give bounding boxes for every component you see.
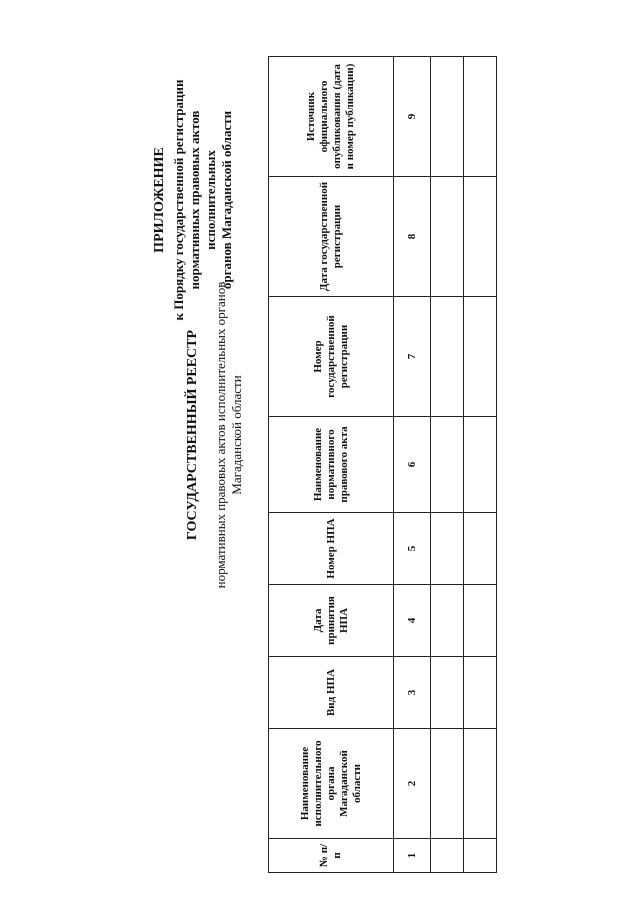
empty-cell <box>431 585 464 657</box>
appendix-title: ПРИЛОЖЕНИЕ <box>152 147 167 253</box>
empty-cell <box>464 729 497 839</box>
column-number-cell: 4 <box>394 585 431 657</box>
appendix-line: исполнительных <box>203 150 218 250</box>
column-number-cell: 6 <box>394 417 431 513</box>
registry-block <box>185 195 245 675</box>
empty-cell <box>431 57 464 177</box>
empty-cell <box>464 657 497 729</box>
column-number-row <box>394 57 431 873</box>
empty-cell <box>431 657 464 729</box>
column-number-cell: 8 <box>394 177 431 297</box>
empty-cell <box>431 513 464 585</box>
empty-cell <box>464 297 497 417</box>
column-number-cell: 5 <box>394 513 431 585</box>
header-row <box>269 57 394 873</box>
column-number-cell: 3 <box>394 657 431 729</box>
appendix-line: органов Магаданской области <box>219 110 234 290</box>
empty-cell <box>464 513 497 585</box>
header-cell: Номер НПА <box>269 513 394 585</box>
header-cell: № п/п <box>269 839 394 873</box>
appendix-line: к Порядку государственной регистрации <box>171 79 186 321</box>
empty-cell <box>464 585 497 657</box>
empty-cell <box>431 417 464 513</box>
header-cell: Вид НПА <box>269 657 394 729</box>
header-cell: Наименование нормативного правового акта <box>269 417 394 513</box>
empty-row <box>464 57 497 873</box>
column-number-cell: 1 <box>394 839 431 873</box>
registry-subtitle-line: нормативных правовых актов исполнительных органов <box>213 281 228 589</box>
appendix-line: нормативных правовых актов <box>187 110 202 290</box>
empty-cell <box>464 839 497 873</box>
empty-cell <box>464 177 497 297</box>
registry-table <box>268 56 497 873</box>
registry-title: ГОСУДАРСТВЕННЫЙ РЕЕСТР <box>185 329 200 541</box>
header-cell: Номер государственной регистрации <box>269 297 394 417</box>
empty-cell <box>431 729 464 839</box>
empty-cell <box>431 297 464 417</box>
column-number-cell: 9 <box>394 57 431 177</box>
header-cell: Дата государственной регистрации <box>269 177 394 297</box>
column-number-cell: 2 <box>394 729 431 839</box>
column-number-cell: 7 <box>394 297 431 417</box>
empty-cell <box>464 57 497 177</box>
empty-cell <box>464 417 497 513</box>
registry-subtitle-line: Магаданской области <box>229 375 244 495</box>
header-cell: Дата принятия НПА <box>269 585 394 657</box>
header-cell: Наименование исполнительного органа Магаданской области <box>269 729 394 839</box>
header-cell: Источник официального опубликования (дата и номер публикации) <box>269 57 394 177</box>
empty-row <box>431 57 464 873</box>
empty-cell <box>431 839 464 873</box>
empty-cell <box>431 177 464 297</box>
